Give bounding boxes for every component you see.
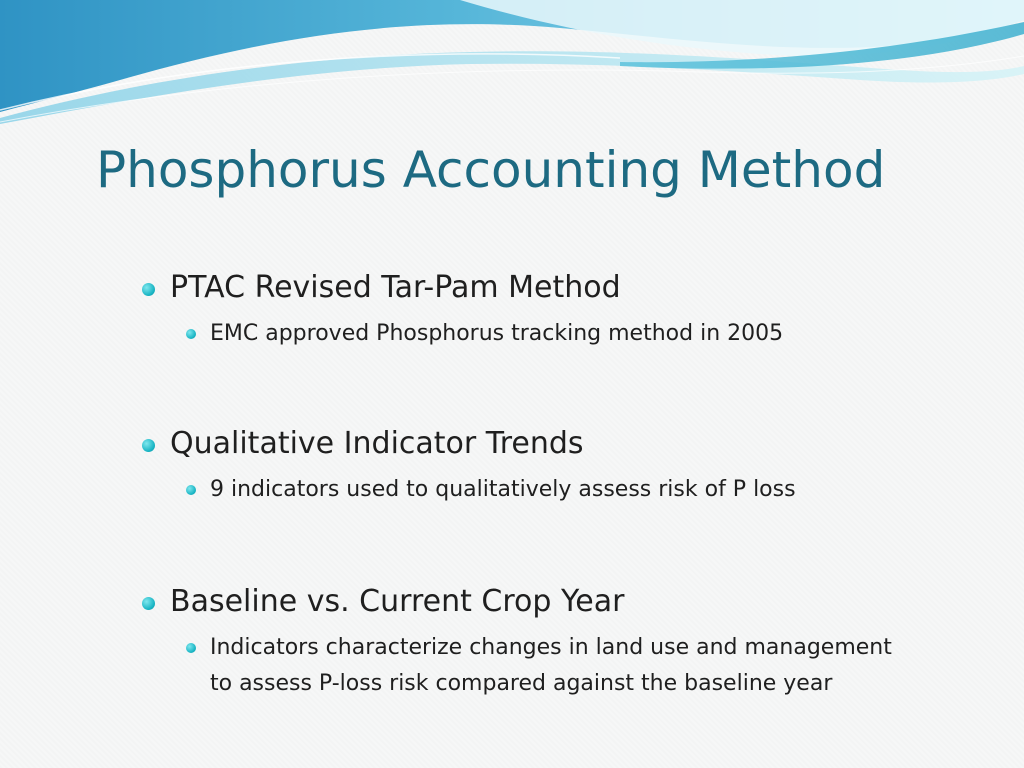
bullet-item — [142, 580, 1012, 624]
bullet-text: Qualitative Indicator Trends — [170, 426, 584, 461]
sub-bullet-text: EMC approved Phosphorus tracking method in 2005 — [210, 321, 784, 346]
bullet-dot-icon — [142, 283, 155, 296]
sub-bullet-dot-icon — [186, 485, 196, 495]
bullet-item — [142, 422, 1012, 466]
bullet-text: PTAC Revised Tar-Pam Method — [170, 270, 621, 305]
sub-bullet-dot-icon — [186, 329, 196, 339]
bullet-dot-icon — [142, 597, 155, 610]
bullet-text: Baseline vs. Current Crop Year — [170, 584, 625, 619]
slide-title: Phosphorus Accounting Method — [96, 141, 886, 199]
bullet-dot-icon — [142, 439, 155, 452]
sub-bullet-item — [210, 316, 1012, 352]
sub-bullet-text: 9 indicators used to qualitatively assess risk of P loss — [210, 477, 796, 502]
sub-bullet-item — [210, 630, 1012, 702]
bullet-group-ptac — [142, 266, 1012, 352]
sub-bullet-dot-icon — [186, 643, 196, 653]
header-wave-decoration — [0, 0, 1024, 130]
sub-bullet-text-line-1: Indicators characterize changes in land use and management — [210, 635, 892, 660]
bullet-group-indicators — [142, 422, 1012, 508]
sub-bullet-text-line-2: to assess P-loss risk compared against the baseline year — [210, 671, 833, 696]
bullet-group-baseline — [142, 580, 1012, 702]
sub-bullet-item — [210, 472, 1012, 508]
bullet-item — [142, 266, 1012, 310]
